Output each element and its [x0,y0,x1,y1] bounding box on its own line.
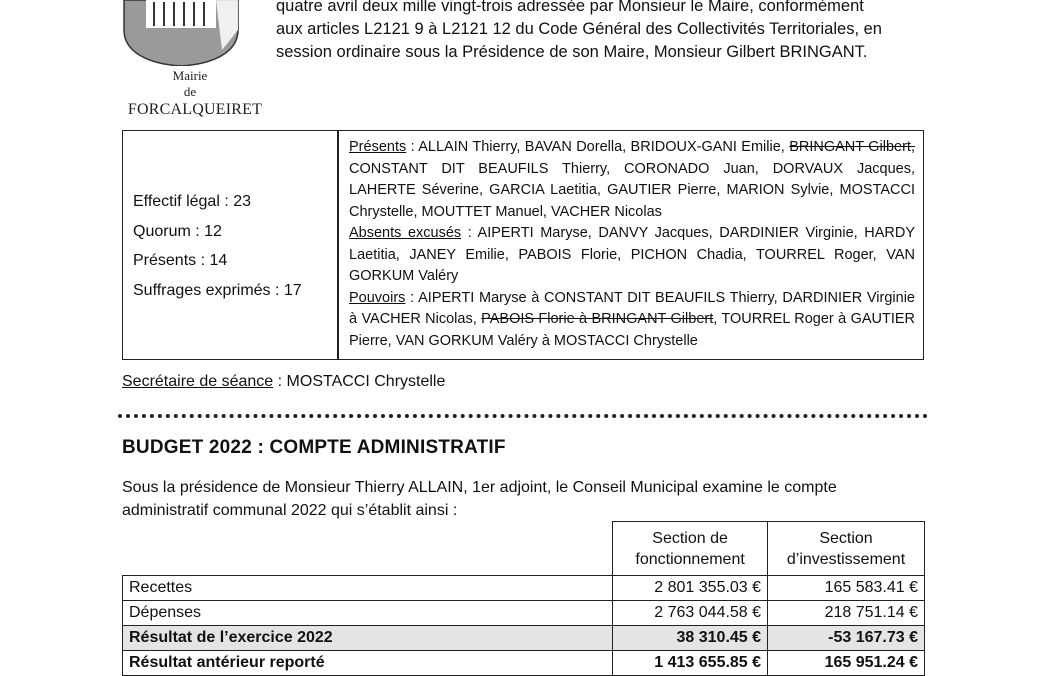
row-label: Résultat antérieur reporté [123,651,613,676]
row-fonct: 2 801 355.03 € [613,576,768,601]
budget-intro: Sous la présidence de Monsieur Thierry ALLAIN, 1er adjoint, le Conseil Municipal examine le compte administratif communal 2022 qui s’établit ainsi : [122,479,837,519]
budget-table [122,521,925,676]
header-text: Section [819,529,873,547]
header-investissement [768,522,925,576]
pouvoirs-paragraph [349,288,915,353]
dotted-separator [118,414,928,418]
table-corner [123,522,613,576]
table-row [123,626,925,651]
logo-caption-de: de [183,84,197,99]
header-text: d’investissement [786,550,906,568]
table-row [123,651,925,676]
row-invest: 218 751.14 € [768,601,925,626]
logo-caption-mairie: Mairie [172,68,208,83]
row-fonct: 38 310.45 € [613,626,768,651]
row-fonct: 1 413 655.85 € [613,651,768,676]
attendance-list [349,137,915,352]
attendance-stats [133,187,302,305]
presents-text-a: : ALLAIN Thierry, BAVAN Dorella, BRIDOUX-GANI Emilie, [406,139,790,155]
presents-count: Présents : 14 [133,252,228,269]
absents-paragraph [349,223,915,288]
absents-label: Absents excusés [349,225,462,241]
pouvoirs-text-a: : AIPERTI Maryse à CONSTANT DIT BEAUFILS Thierry, DARDINIER Virginie à VACHER Nicolas, [349,289,915,327]
intro-line: quatre avril deux mille vingt-trois adressée par Monsieur le Maire, conformément [276,0,864,15]
header-fonctionnement [613,522,768,576]
row-invest: 165 951.24 € [768,651,925,676]
effectif-legal: Effectif légal : 23 [133,193,251,210]
row-invest: -53 167.73 € [768,626,925,651]
header-text: Section de [652,529,728,547]
row-label: Recettes [123,576,613,601]
pouvoirs-struck: PABOIS Florie à BRINGANT Gilbert [481,311,714,327]
pouvoirs-text-b: , TOURREL Roger à GAUTIER Pierre, VAN GORKUM Valéry à MOSTACCI Chrystelle [349,311,916,349]
presents-label: Présents [349,139,407,155]
attendance-box [122,130,924,360]
suffrages-exprimes: Suffrages exprimés : 17 [133,281,302,299]
attendance-divider [337,131,339,359]
table-header-row [123,522,925,576]
row-invest: 165 583.41 € [768,576,925,601]
secretary-value: : MOSTACCI Chrystelle [273,373,446,390]
intro-line: session ordinaire sous la Présidence de son Maire, Monsieur Gilbert BRINGANT. [276,43,868,61]
table-row [123,576,925,601]
quorum: Quorum : 12 [133,222,222,240]
row-fonct: 2 763 044.58 € [613,601,768,626]
secretary-line [122,373,445,391]
table-row [123,601,925,626]
row-label: Dépenses [123,601,613,626]
logo-caption-commune: FORCALQUEIRET [127,101,263,118]
intro-paragraph [276,0,928,64]
pouvoirs-label: Pouvoirs [349,289,406,306]
header-text: fonctionnement [635,550,745,568]
mairie-logo-icon [122,0,240,66]
secretary-label: Secrétaire de séance [122,373,274,390]
presents-struck: BRINGANT Gilbert, [789,139,915,155]
intro-line: aux articles L2121 9 à L2121 12 du Code Général des Collectivités Territoriales, en [276,20,882,38]
presents-text-b: CONSTANT DIT BEAUFILS Thierry, CORONADO Juan, DORVAUX Jacques, LAHERTE Séverine, GARCIA Laetitia, GAUTIER Pierre, MARION Sylvie, MOSTACCI Chrystelle, MOUTTET Manuel, VACHER Nicolas [349,160,915,220]
absents-text: : AIPERTI Maryse, DANVY Jacques, DARDINIER Virginie, HARDY Laetitia, JANEY Emilie, PABOIS Florie, PICHON Chadia, TOURREL Roger, VAN GORKUM Valéry [349,225,915,284]
row-label: Résultat de l’exercice 2022 [123,626,613,651]
section-title: BUDGET 2022 : COMPTE ADMINISTRATIF [122,437,506,458]
presents-paragraph [349,137,915,223]
